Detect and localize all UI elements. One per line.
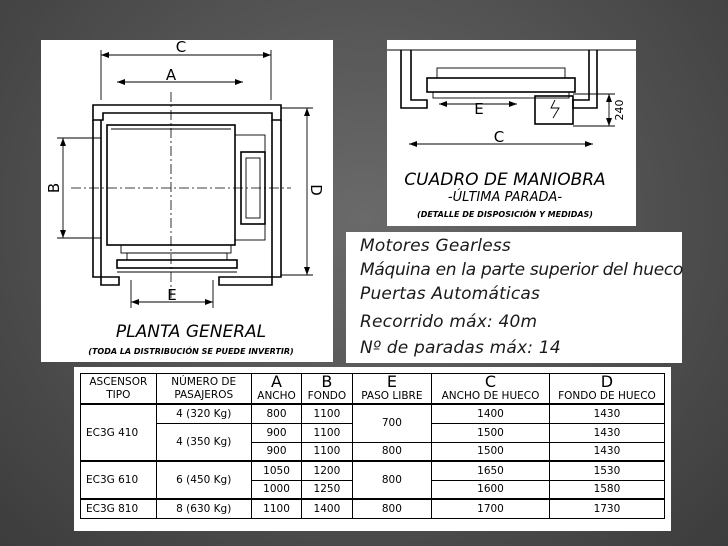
cell-tipo: EC3G 610	[81, 461, 157, 499]
control-note: (DETALLE DE DISPOSICIÓN Y MEDIDAS)	[417, 210, 593, 219]
table-row	[81, 404, 665, 423]
cell-b: 1100	[302, 404, 352, 423]
header-b: B FONDO	[302, 374, 352, 405]
cell-a: 900	[251, 442, 301, 461]
cell-b: 1100	[302, 423, 352, 442]
table-row	[81, 461, 665, 480]
cell-b: 1250	[302, 480, 352, 499]
cell-d: 1430	[549, 423, 664, 442]
spec-machine: Máquina en la parte superior del hueco	[360, 260, 683, 280]
cell-tipo: EC3G 810	[81, 499, 157, 518]
cell-a: 1100	[251, 499, 301, 518]
cell-d: 1530	[549, 461, 664, 480]
cell-c: 1650	[432, 461, 550, 480]
cell-tipo: EC3G 410	[81, 404, 157, 461]
spec-stops: Nº de paradas máx: 14	[360, 338, 561, 358]
control-panel-detail	[387, 40, 636, 226]
control-drawing	[387, 40, 636, 226]
plan-dim-c: C	[175, 40, 187, 56]
cell-a: 900	[251, 423, 301, 442]
cell-d: 1730	[549, 499, 664, 518]
control-dim-240: 240	[613, 99, 626, 121]
header-tipo: ASCENSOR TIPO	[81, 374, 157, 405]
cell-e: 800	[352, 499, 432, 518]
cell-c: 1500	[432, 423, 550, 442]
plan-dim-b: B	[45, 182, 63, 194]
control-dim-c: C	[493, 128, 505, 146]
cell-c: 1600	[432, 480, 550, 499]
plan-title: PLANTA GENERAL	[115, 322, 267, 342]
plan-dim-a: A	[165, 66, 177, 84]
table-header-row	[81, 374, 665, 405]
specs-panel	[346, 232, 682, 363]
cell-d: 1430	[549, 404, 664, 423]
cell-b: 1100	[302, 442, 352, 461]
plan-note: (TODA LA DISTRIBUCIÓN SE PUEDE INVERTIR)	[88, 347, 294, 356]
control-subtitle: -ÚLTIMA PARADA-	[447, 190, 563, 205]
cell-e: 800	[352, 442, 432, 461]
spec-travel: Recorrido máx: 40m	[360, 312, 538, 332]
cell-a: 1050	[251, 461, 301, 480]
control-title: CUADRO DE MANIOBRA	[404, 170, 606, 190]
cell-b: 1200	[302, 461, 352, 480]
header-pasajeros: NÚMERO DE PASAJEROS	[156, 374, 251, 405]
plan-drawing	[41, 40, 333, 362]
cell-a: 1000	[251, 480, 301, 499]
cell-a: 800	[251, 404, 301, 423]
cell-pasajeros: 4 (320 Kg)	[156, 404, 251, 423]
control-dim-e: E	[474, 100, 484, 118]
cell-pasajeros: 6 (450 Kg)	[156, 461, 251, 499]
cell-pasajeros: 4 (350 Kg)	[156, 423, 251, 461]
cell-c: 1400	[432, 404, 550, 423]
plan-dim-e: E	[167, 286, 177, 304]
cell-c: 1500	[432, 442, 550, 461]
cell-b: 1400	[302, 499, 352, 518]
plan-panel	[41, 40, 333, 362]
cell-pasajeros: 8 (630 Kg)	[156, 499, 251, 518]
cell-d: 1430	[549, 442, 664, 461]
dimensions-table	[80, 373, 665, 519]
dimensions-table-panel	[74, 367, 671, 531]
cell-c: 1700	[432, 499, 550, 518]
header-d: D FONDO DE HUECO	[549, 374, 664, 405]
plan-dim-d: D	[307, 184, 325, 196]
cell-e: 700	[352, 404, 432, 442]
spec-doors: Puertas Automáticas	[360, 284, 541, 304]
header-a: A ANCHO	[251, 374, 301, 405]
header-c: C ANCHO DE HUECO	[432, 374, 550, 405]
spec-motors: Motores Gearless	[360, 236, 511, 256]
cell-d: 1580	[549, 480, 664, 499]
table-row	[81, 499, 665, 518]
cell-e: 800	[352, 461, 432, 499]
header-e: E PASO LIBRE	[352, 374, 432, 405]
